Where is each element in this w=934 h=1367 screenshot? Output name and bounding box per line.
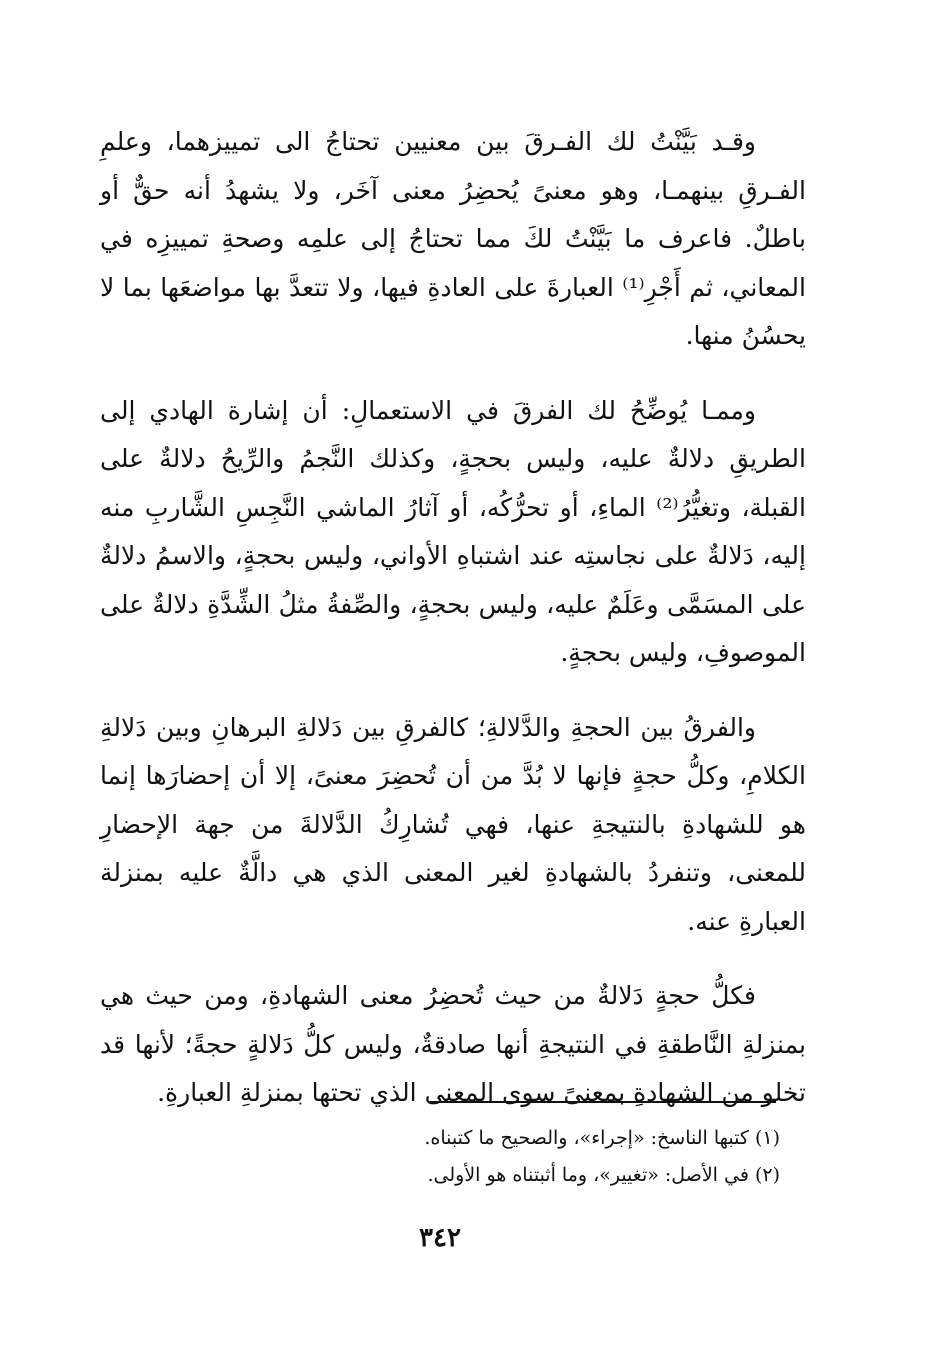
footnote-divider <box>430 1101 776 1103</box>
footnote-2: (٢) في الأصل: «تغيير»، وما أثبتناه هو الأولى. <box>427 1164 780 1186</box>
paragraph-3: والفرقُ بين الحجةِ والدَّلالةِ؛ كالفرقِ بين دَلالةِ البرهانِ وبين دَلالةِ الكلامِ، وكلُّ حجةٍ فإنها لا بُدَّ من أن تُحضِرَ معنىً، إلا أن إحضارَها إنما هو للشهادةِ بالنتيجةِ عنها، فهي تُشارِكُ الدَّلالةَ من جهة الإحضارِ للمعنى، وتنفردُ بالشهادةِ لغير المعنى الذي هي دالَّةٌ عليه بمنزلة العبارةِ عنه. <box>100 712 806 936</box>
paragraph-4: فكلُّ حجةٍ دَلالةٌ من حيث تُحضِرُ معنى الشهادةِ، ومن حيث هي بمنزلةِ النَّاطقةِ في النتيجةِ أنها صادقةٌ، وليس كلُّ دَلالةٍ حجةً؛ لأنها قد تخلو من الشهادةِ بمعنىً سوى المعنى الذي تحتها بمنزلةِ العبارةِ. <box>100 981 806 1107</box>
footnote-1: (١) كتبها الناسخ: «إجراء»، والصحيح ما كتبناه. <box>424 1127 780 1149</box>
paragraph-2: وممـا يُوضِّحُ لك الفرقَ في الاستعمالِ: أن إشارة الهادي إلى الطريقِ دلالةٌ عليه، وليس بحجةٍ، وكذلك النَّجمُ والرِّيحُ دلالةٌ على القبلة، وتغيُّرُ⁽²⁾ الماءِ، أو تحرُّكُه، أو آثارُ الماشي النَّجِسِ الشَّاربِ منه إليه، دَلالةٌ على نجاستِه عند اشتباهِ الأواني، وليس بحجةٍ، والاسمُ دلالةٌ على المسَمَّى وعَلَمٌ عليه، وليس بحجةٍ، والصِّفةُ مثلُ الشِّدَّةِ دلالةٌ على الموصوفِ، وليس بحجةٍ. <box>100 395 806 667</box>
footnotes <box>100 1120 780 1194</box>
paragraph-1: وقـد بَيَّنْتُ لك الفـرقَ بين معنيين تحتاجُ الى تمييزهما، وعلمِ الفـرقِ بينهمـا، وهو معنىً يُحضِرُ معنى آخَر، ولا يشهدُ أنه حقٌّ أو باطلٌ. فاعرف ما بَيَّنْتُ لكَ مما تحتاجُ إلى علمِه وصحةِ تمييزِه في المعاني، ثم أَجْرِ⁽¹⁾ العبارةَ على العادةِ فيها، ولا تتعدَّ بها مواضعَها بما لا يحسُنُ منها. <box>100 127 806 350</box>
page-number: ٣٤٢ <box>419 1223 461 1253</box>
main-text <box>100 118 806 1144</box>
